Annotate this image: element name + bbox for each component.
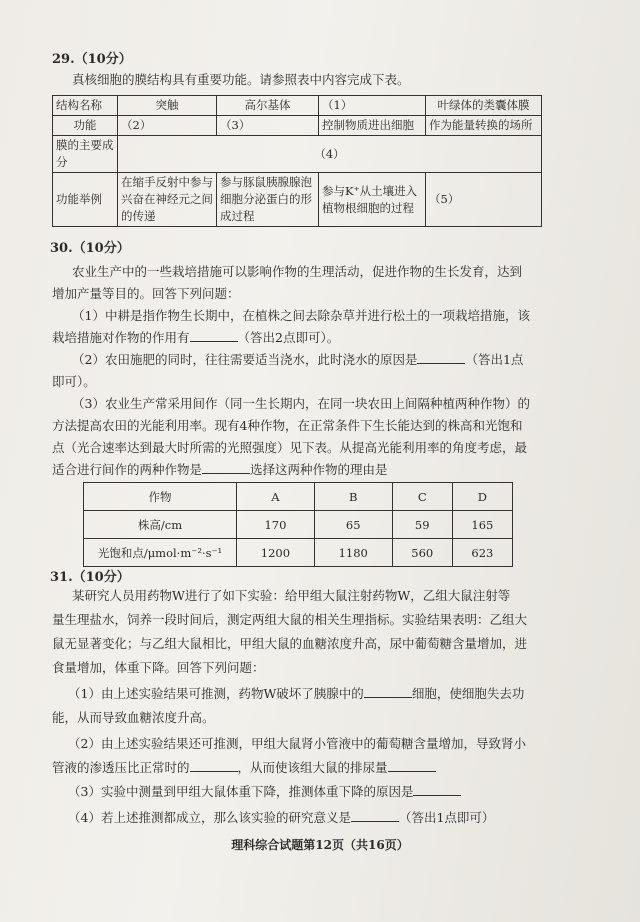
page-footer: 理科综合试题第12页（共16页） xyxy=(231,838,409,852)
table-cell: 控制物质进出细胞 xyxy=(319,116,426,136)
text-span: 适合进行间作的两种作物是 xyxy=(52,462,203,477)
table-cell: D xyxy=(452,483,512,511)
text-span: 选择这两种作物的理由是 xyxy=(250,462,388,477)
table-row xyxy=(84,483,513,511)
q30-p2b: 栽培措施对作物的作用有 xyxy=(52,330,190,345)
q30-header: 30.（10分） xyxy=(50,241,130,256)
table-cell: （1） xyxy=(319,96,426,116)
text-span: （4）若上述推测都成立，那么该实验的研究意义是 xyxy=(68,810,351,825)
table-cell: 作物 xyxy=(84,483,237,511)
q30-p3-line xyxy=(72,346,523,374)
q31-header: 31.（10分） xyxy=(50,570,130,585)
table-cell: 623 xyxy=(452,539,512,567)
table-row xyxy=(53,136,542,173)
q30-p3b: 即可）。 xyxy=(52,374,96,389)
table-cell: 在缩手反射中参与兴奋在神经元之间的传递 xyxy=(118,173,217,227)
q31-p1: 某研究人员用药物W进行了如下实验：给甲组大鼠注射药物W，乙组大鼠注射等 xyxy=(72,588,511,603)
q30-p1b: 增加产量等目的。回答下列问题： xyxy=(52,286,240,301)
table-cell: 165 xyxy=(452,511,512,539)
table-cell: 1200 xyxy=(237,539,315,567)
answer-blank[interactable] xyxy=(351,809,399,822)
q31-p2: （1）由上述实验结果可推测，药物W破坏了胰腺中的 xyxy=(68,686,364,701)
table-cell: 65 xyxy=(314,511,392,539)
table-cell: 170 xyxy=(237,511,315,539)
q31-p3c: ，从而使该组大鼠的排尿量 xyxy=(237,760,388,775)
answer-blank[interactable] xyxy=(190,759,238,772)
table-cell: （2） xyxy=(118,116,217,136)
table-cell: 作为能量转换的场所 xyxy=(426,116,542,136)
table-cell: B xyxy=(314,483,392,511)
answer-blank[interactable] xyxy=(388,759,436,772)
answer-blank[interactable] xyxy=(190,329,238,342)
table-cell: 参与K⁺从土壤进入植物根细胞的过程 xyxy=(319,173,426,227)
table-row xyxy=(53,96,542,116)
table-cell: 叶绿体的类囊体膜 xyxy=(426,96,542,116)
table-row xyxy=(53,173,542,227)
q31-p3: （2）由上述实验结果还可推测，甲组大鼠肾小管液中的葡萄糖含量增加，导致肾小 xyxy=(68,736,526,751)
q30-p4: （3）农业生产常采用间作（同一生长期内，在同一块农田上间隔种植两种作物）的 xyxy=(72,396,530,411)
q30-p4b: 方法提高农田的光能利用率。现有4种作物，在正常条件下生长能达到的株高和光饱和 xyxy=(52,418,523,433)
table-cell: A xyxy=(237,483,315,511)
q29-intro: 真核细胞的膜结构具有重要功能。请参照表中内容完成下表。 xyxy=(72,72,410,87)
table-cell: 株高/cm xyxy=(84,511,237,539)
q30-p3: （2）农田施肥的同时，往往需要适当浇水，此时浇水的原因是 xyxy=(72,352,418,367)
q31-p5 xyxy=(68,804,494,832)
table-cell: 膜的主要成分 xyxy=(53,136,118,173)
table-cell: 功能 xyxy=(53,116,118,136)
answer-blank[interactable] xyxy=(417,351,465,364)
table-cell: 结构名称 xyxy=(53,96,118,116)
q31-p1b: 量生理盐水，饲养一段时间后，测定两组大鼠的相关生理指标。实验结果表明：乙组大 xyxy=(52,612,528,627)
table-cell: 功能举例 xyxy=(53,173,118,227)
q31-p3b: 管液的渗透压比正常时的 xyxy=(52,760,190,775)
q29-header: 29.（10分） xyxy=(52,52,132,67)
table-row xyxy=(84,539,513,567)
text-span: （答出1点即可） xyxy=(398,810,495,825)
text-span: 点（光合速率达到最大时所需的光照强度）见下表。从提高光能利用率的角度考虑，最 xyxy=(52,440,528,455)
table-cell: C xyxy=(392,483,452,511)
table-cell: 560 xyxy=(392,539,452,567)
q30-p1: 农业生产中的一些栽培措施可以影响作物的生理活动，促进作物的生长发育，达到 xyxy=(72,264,523,279)
table-cell: 光饱和点/μmol·m⁻²·s⁻¹ xyxy=(84,539,237,567)
q30-p2c: （答出2点即可）。 xyxy=(237,330,340,345)
answer-blank[interactable] xyxy=(413,783,461,796)
table-cell: （3） xyxy=(217,116,319,136)
q31-p2b: 能，从而导致血糖浓度升高。 xyxy=(52,710,215,725)
table-cell: 高尔基体 xyxy=(217,96,319,116)
table-row xyxy=(53,116,542,136)
table-cell: 参与豚鼠胰腺腺泡细胞分泌蛋白的形成过程 xyxy=(217,173,319,227)
q30-p4d xyxy=(52,456,388,484)
q30-p3c: （答出1点 xyxy=(465,352,524,367)
text-span: （3）实验中测量到甲组大鼠体重下降，推测体重下降的原因是 xyxy=(68,784,414,799)
q30-table xyxy=(83,482,513,567)
q29-table xyxy=(52,95,542,227)
table-cell: 1180 xyxy=(314,539,392,567)
table-cell: 突触 xyxy=(118,96,217,116)
table-row xyxy=(84,511,513,539)
answer-blank[interactable] xyxy=(202,461,250,474)
q31-p2c: 细胞，使细胞失去功 xyxy=(411,686,525,701)
q31-p1c: 鼠无显著变化；与乙组大鼠相比，甲组大鼠的血糖浓度升高，尿中葡萄糖含量增加，进 xyxy=(52,636,528,651)
q31-p1d: 食量增加，体重下降。回答下列问题： xyxy=(52,660,265,675)
table-cell: 59 xyxy=(392,511,452,539)
answer-blank[interactable] xyxy=(364,685,412,698)
table-cell: （4） xyxy=(118,136,542,173)
q31-p4 xyxy=(68,778,461,806)
q30-p2: （1）中耕是指作物生长期中，在植株之间去除杂草并进行松土的一项栽培措施，该 xyxy=(72,308,530,323)
table-cell: （5） xyxy=(426,173,542,227)
